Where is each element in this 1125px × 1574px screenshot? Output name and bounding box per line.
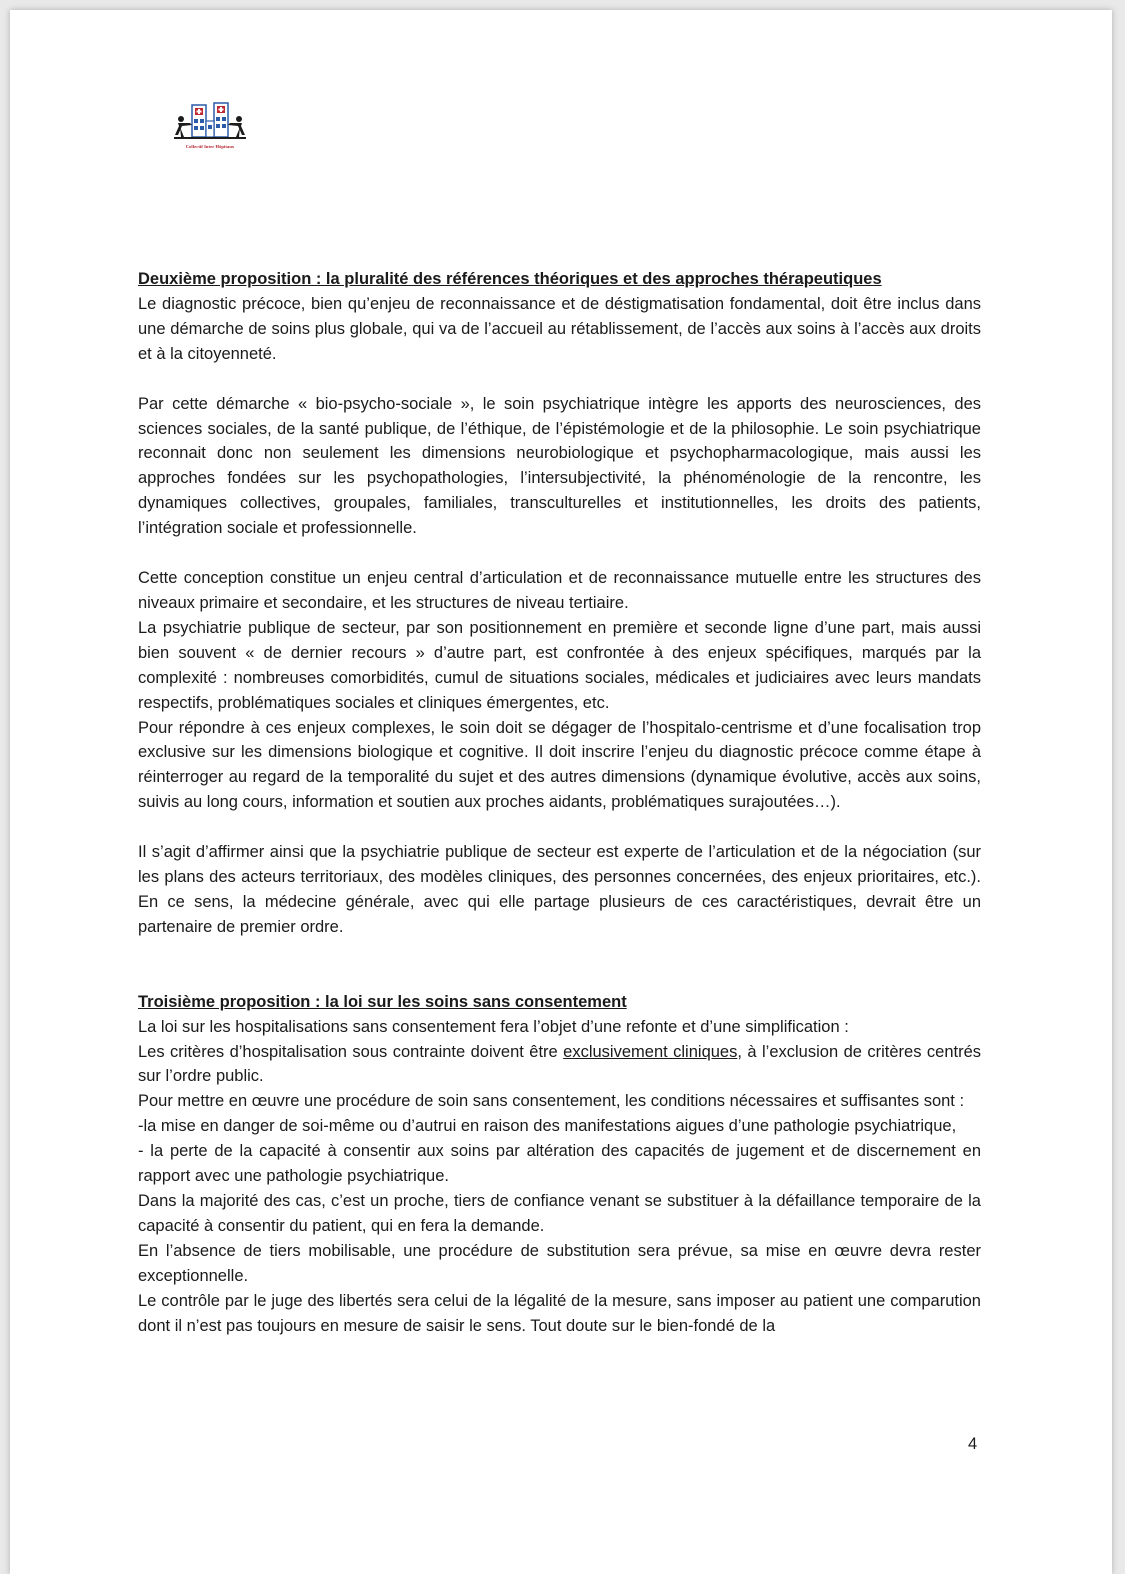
paragraph: Cette conception constitue un enjeu central d’articulation et de reconnaissance mutuelle entre les structures des niveaux primaire et secondaire, et les structures de niveau tertiaire. (138, 569, 981, 612)
paragraph: Pour répondre à ces enjeux complexes, le soin doit se dégager de l’hospitalo-centrisme et d’une focalisation trop exclusive sur les dimensions biologique et cognitive. Il doit inscrire l’enjeu du diagnostic précoce comme étape à réinterroger au regard de la temporalité du sujet et des autres dimensions (dynamique évolutive, accès aux soins, suivis au long cours, information et soutien aux proches aidants, problématiques surajoutées…). (138, 718, 981, 812)
text-run: Les critères d’hospitalisation sous contrainte doivent être (138, 1042, 564, 1061)
list-item: -la mise en danger de soi-même ou d’autrui en raison des manifestations aigues d’une pathologie psychiatrique, (138, 1117, 957, 1136)
section-heading-troisieme-proposition: Troisième proposition : la loi sur les soins sans consentement (138, 992, 627, 1011)
document-page (10, 10, 1112, 1574)
page-number: 4 (968, 1435, 978, 1453)
text-run: , à l’exclusion de critères centrés sur l’ordre public. (138, 1042, 981, 1086)
paragraph: Par cette démarche « bio-psycho-sociale », le soin psychiatrique intègre les apports des neurosciences, des sciences sociales, de la santé publique, de l’éthique, de l’épistémologie et de la philosophie. Le soin psychiatrique reconnait donc non seulement les dimensions neurobiologique et psychopharmacologique, mais aussi les approches fondées sur les psychopathologies, l’intersubjectivité, la phénoménologie de la rencontre, les dynamiques collectives, groupales, familiales, transculturelles et institutionnelles, les droits des patients, l’intégration sociale et professionnelle. (138, 394, 981, 538)
organization-logo (168, 95, 252, 157)
paragraph: Il s’agit d’affirmer ainsi que la psychiatrie publique de secteur est experte de l’articulation et de la négociation (sur les plans des acteurs territoriaux, des modèles cliniques, des personnes concernées, des enjeux prioritaires, etc.). En ce sens, la médecine générale, avec qui elle partage plusieurs de ces caractéristiques, devrait être un partenaire de premier ordre. (138, 843, 981, 936)
document-body (138, 267, 981, 1338)
underlined-text: exclusivement cliniques (563, 1042, 738, 1061)
paragraph: En l’absence de tiers mobilisable, une procédure de substitution sera prévue, sa mise en œuvre devra rester exceptionnelle. (138, 1241, 981, 1285)
paragraph: Dans la majorité des cas, c’est un proche, tiers de confiance venant se substituer à la défaillance temporaire de la capacité à consentir du patient, qui en fera la demande. (138, 1192, 981, 1235)
hospital-logo-icon (168, 95, 252, 145)
section-heading-deuxieme-proposition: Deuxième proposition : la pluralité des références théoriques et des approches thérapeutiques (138, 270, 882, 288)
paragraph: La psychiatrie publique de secteur, par son positionnement en première et seconde ligne d’une part, mais aussi bien souvent « de dernier recours » d’autre part, est confrontée à des enjeux spécifiques, marqués par la complexité : nombreuses comorbidités, cumul de situations sociales, médicales et judiciaires avec leurs mandats respectifs, problématiques sociales et cliniques émergentes, etc. (138, 618, 981, 712)
paragraph-criteria (138, 1040, 981, 1090)
paragraph: Le diagnostic précoce, bien qu’enjeu de reconnaissance et de déstigmatisation fondamental, doit être inclus dans une démarche de soins plus globale, qui va de l’accueil au rétablissement, de l’accès aux soins à l’accès aux droits et à la citoyenneté. (138, 294, 981, 363)
paragraph: Pour mettre en œuvre une procédure de soin sans consentement, les conditions nécessaires et suffisantes sont : (138, 1092, 965, 1111)
list-item: - la perte de la capacité à consentir aux soins par altération des capacités de jugement et de discernement en rapport avec une pathologie psychiatrique. (138, 1142, 981, 1186)
paragraph: La loi sur les hospitalisations sans consentement fera l’objet d’une refonte et d’une simplification : (138, 1017, 849, 1036)
logo-caption: Collectif Inter Hôpitaux (185, 144, 235, 149)
paragraph: Le contrôle par le juge des libertés sera celui de la légalité de la mesure, sans imposer au patient une comparution dont il n’est pas toujours en mesure de saisir le sens. Tout doute sur le bien-fondé de la (138, 1291, 981, 1335)
